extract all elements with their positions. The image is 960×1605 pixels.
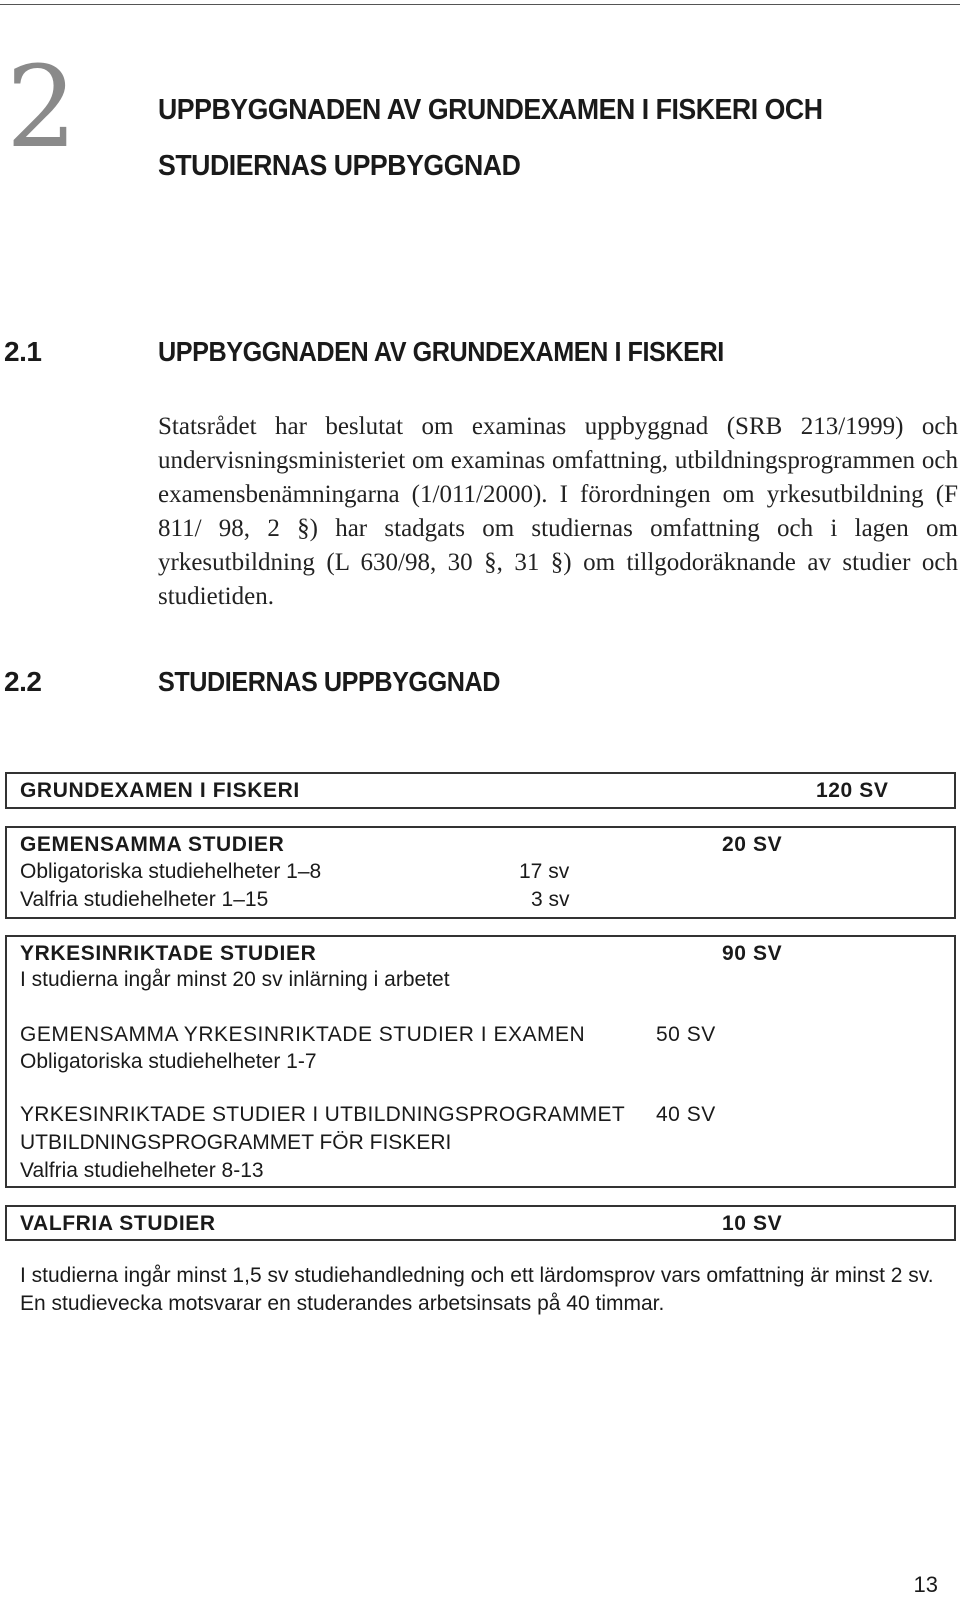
- vocational-studies-label: YRKESINRIKTADE STUDIER: [20, 942, 317, 965]
- total-label: GRUNDEXAMEN I FISKERI: [20, 779, 300, 802]
- total-value: 120 SV: [816, 779, 889, 802]
- vocational-note: I studierna ingår minst 20 sv inlärning i arbetet: [20, 968, 450, 991]
- program-studies-value: 40 SV: [656, 1103, 716, 1126]
- common-row-2-value: 3 sv: [531, 888, 570, 911]
- common-row-1-label: Obligatoriska studiehelheter 1–8: [20, 860, 322, 883]
- footnote: I studierna ingår minst 1,5 sv studiehandledning och ett lärdomsprov vars omfattning är minst 2 sv. En studievecka motsvarar en studerandes arbetsinsats på 40 timmar.: [20, 1264, 934, 1315]
- common-vocational-sub: Obligatoriska studiehelheter 1-7: [20, 1050, 317, 1073]
- chapter-number: 2: [6, 43, 78, 173]
- chapter-title-line-2: STUDIERNAS UPPBYGGNAD: [158, 150, 521, 182]
- common-vocational-label: GEMENSAMMA YRKESINRIKTADE STUDIER I EXAMEN: [20, 1023, 586, 1046]
- program-studies-label: YRKESINRIKTADE STUDIER I UTBILDNINGSPROGRAMMET: [20, 1103, 625, 1126]
- optional-studies-label: VALFRIA STUDIER: [20, 1212, 216, 1235]
- common-vocational-value: 50 SV: [656, 1023, 716, 1046]
- section-number-2-1: 2.1: [4, 336, 42, 367]
- vocational-studies-value: 90 SV: [722, 942, 783, 965]
- page-number: 13: [913, 1572, 938, 1597]
- common-studies-value: 20 SV: [722, 833, 783, 856]
- optional-studies-value: 10 SV: [722, 1212, 783, 1235]
- common-studies-label: GEMENSAMMA STUDIER: [20, 833, 285, 856]
- chapter-title: [158, 82, 876, 194]
- chapter-title-line-1: UPPBYGGNADEN AV GRUNDEXAMEN I FISKERI OCH: [158, 94, 823, 126]
- top-rule: [0, 4, 960, 5]
- section-number-2-2: 2.2: [4, 666, 42, 697]
- program-name: UTBILDNINGSPROGRAMMET FÖR FISKERI: [20, 1131, 452, 1154]
- program-sub: Valfria studiehelheter 8-13: [20, 1159, 264, 1182]
- section-title-2-2: STUDIERNAS UPPBYGGNAD: [158, 666, 500, 697]
- body-paragraph: Statsrådet har beslutat om examinas uppbyggnad (SRB 213/1999) och undervisningsministeriet om examinas omfattning, utbildningsprogrammen och examensbenämningarna (1/011/2000). I förordningen om yrkesutbildning (F 811/ 98, 2 §) har stadgats om studiernas omfattning och i lagen om yrkesutbildning (L 630/98, 30 §, 31 §) om tillgodoräknande av studier och studietiden.: [158, 413, 958, 610]
- common-row-1-value: 17 sv: [519, 860, 570, 883]
- common-row-2-label: Valfria studiehelheter 1–15: [20, 888, 269, 911]
- section-title-2-1: UPPBYGGNADEN AV GRUNDEXAMEN I FISKERI: [158, 336, 724, 367]
